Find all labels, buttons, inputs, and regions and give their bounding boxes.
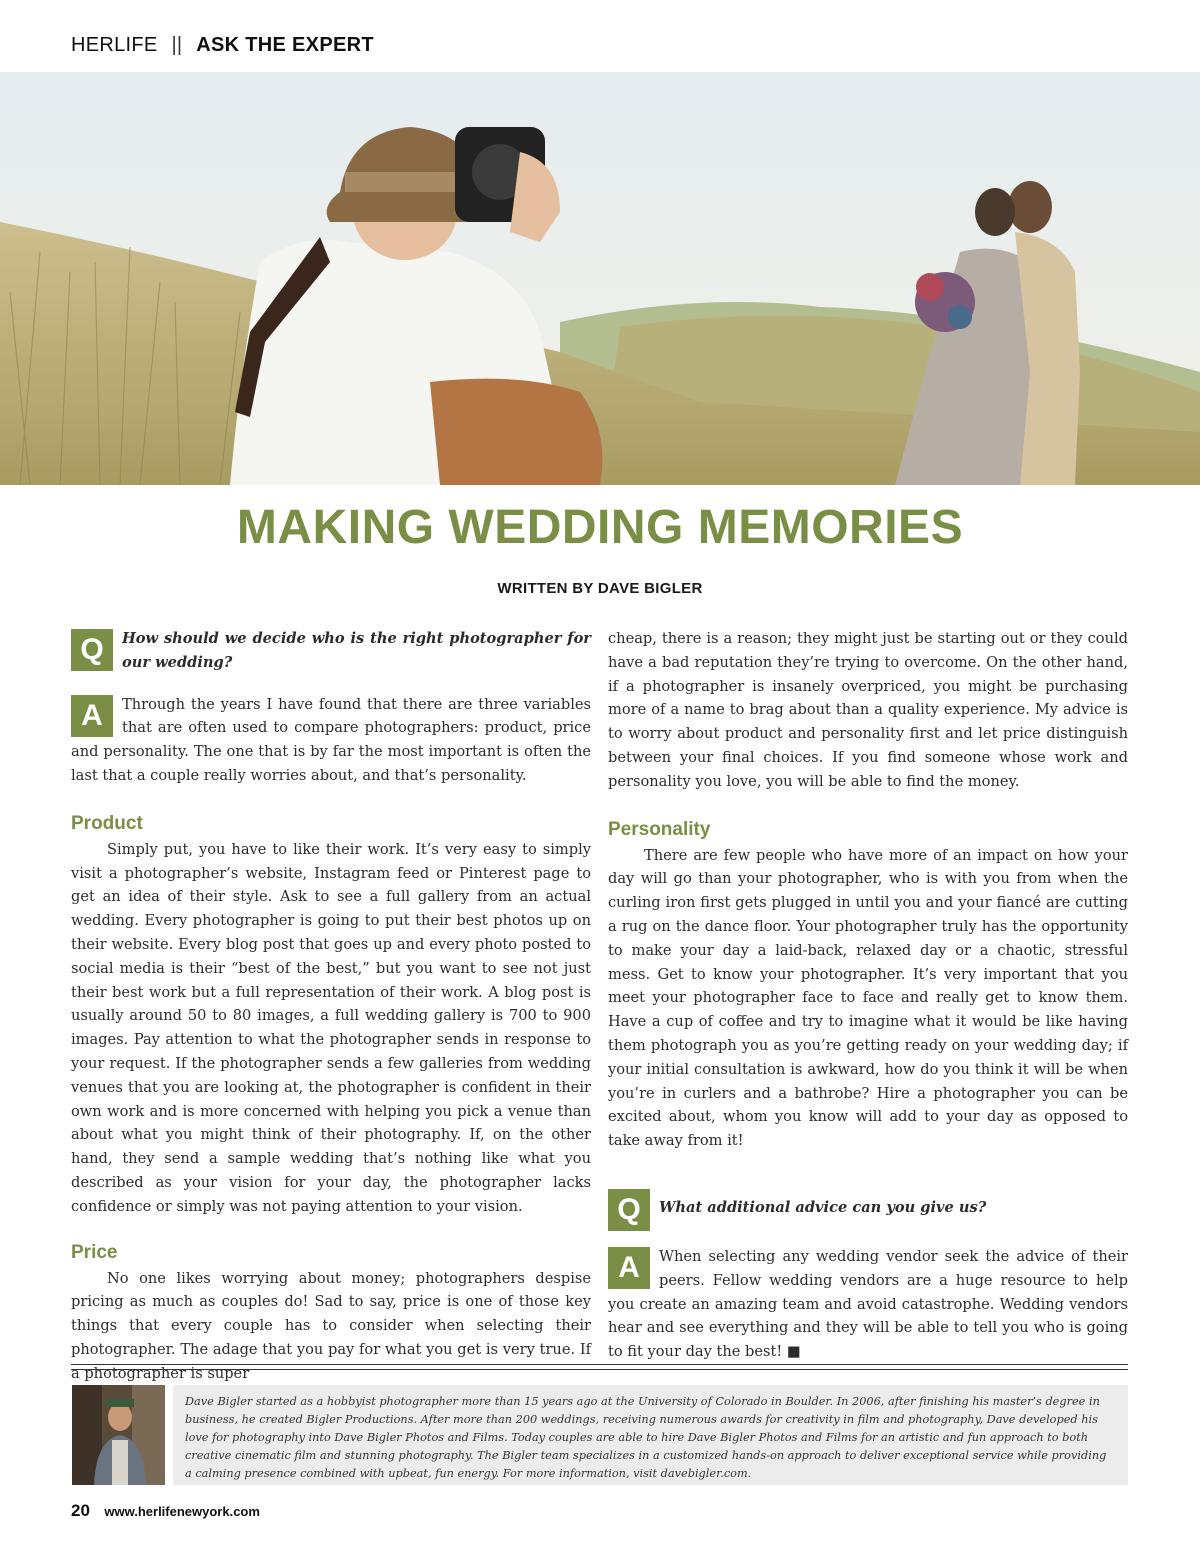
question-2-text: What additional advice can you give us? xyxy=(659,1198,987,1216)
divider-line xyxy=(71,1364,1128,1365)
answer-2-body: When selecting any wedding vendor seek the advice of their peers. Fellow wedding vendors are a huge resource to help you create an amazing team and avoid catastrophe. Wedding vendors hear and see everything and they will be able to tell you who is going to fit your day the best! xyxy=(608,1247,1128,1361)
left-column xyxy=(71,627,591,1386)
price-text-continued: cheap, there is a reason; they might just be starting out or they could have a bad reputation they’re trying to overcome. On the other hand, if a photographer is insanely overpriced, you might be purchasing more of a name to brag about than a quality experience. My advice is to worry about product and personality first and let price distinguish between your final choices. If you find someone whose work and personality you love, you will be able to find the money. xyxy=(608,630,1128,790)
hero-photo xyxy=(0,72,1200,485)
divider-line xyxy=(71,1369,1128,1370)
author-photo-illustration xyxy=(72,1385,165,1485)
question-1 xyxy=(71,627,591,675)
question-badge: Q xyxy=(71,629,113,671)
price-heading: Price xyxy=(71,1241,118,1263)
answer-1-text: Through the years I have found that there are three variables that are often used to compare photographers: product, price and personality. The one that is by far the most important is often the last that a couple really worries about, and that’s personality. xyxy=(71,695,591,784)
author-bio-text: Dave Bigler started as a hobbyist photographer more than 15 years ago at the University of Colorado in Boulder. In 2006, after finishing his master’s degree in business, he created Bigler Productions. After more than 200 weddings, receiving numerous awards for creativity in film and photography, Dave developed his love for photography into Dave Bigler Photos and Films. Today couples are able to hire Dave Bigler Photos and Films for an artistic and fun approach to both creative cinematic film and stunning photography. The Bigler team specializes in a customized hands-on approach to deliver exceptional service while providing a calming presence combined with upbeat, fun energy. For more information, visit davebigler.com. xyxy=(185,1395,1107,1480)
question-badge: Q xyxy=(608,1189,650,1231)
article-byline: WRITTEN BY DAVE BIGLER xyxy=(497,580,703,597)
magazine-brand: HERLIFE xyxy=(71,34,158,56)
personality-heading: Personality xyxy=(608,818,711,840)
page-number: 20 xyxy=(71,1501,90,1520)
author-photo xyxy=(72,1385,165,1485)
answer-1 xyxy=(71,693,591,788)
price-text: No one likes worrying about money; photographers despise pricing as much as couples do! Sad to say, price is one of those key things that every couple has to consider when selecting their photographer. The adage that you pay for what you get is very true. If a photographer is super xyxy=(71,1269,591,1382)
question-2 xyxy=(608,1187,1128,1233)
author-bio xyxy=(173,1385,1128,1485)
end-mark: ■ xyxy=(786,1343,801,1361)
article-title: MAKING WEDDING MEMORIES xyxy=(236,501,964,554)
answer-badge: A xyxy=(71,695,113,737)
product-heading: Product xyxy=(71,812,143,834)
answer-2 xyxy=(608,1245,1128,1364)
header-separator: || xyxy=(171,34,183,56)
section-title: ASK THE EXPERT xyxy=(196,34,374,56)
right-column xyxy=(608,627,1128,1364)
question-1-text: How should we decide who is the right photographer for our wedding? xyxy=(122,630,591,671)
page-footer xyxy=(71,1501,260,1521)
answer-badge: A xyxy=(608,1247,650,1289)
answer-2-text xyxy=(608,1245,1128,1364)
personality-text: There are few people who have more of an impact on how your day will go than your photographer, who is with you from when the curling iron first gets plugged in until you and your fiancé are cutting a rug on the dance floor. Your photographer truly has the opportunity to make your day a laid-back, relaxed day or a chaotic, stressful mess. Get to know your photographer. It’s very important that you meet your photographer face to face and really get to know them. Have a cup of coffee and try to imagine what it would be like having them photograph you as you’re getting ready on your wedding day; if your initial consultation is awkward, how do you think it will be when you’re in curlers and a bathrobe? Hire a photographer you can be excited about, whom you know will add to your day as opposed to take away from it! xyxy=(608,846,1128,1150)
page-header xyxy=(71,34,374,57)
hero-photo-illustration xyxy=(0,72,1200,485)
website-url: www.herlifenewyork.com xyxy=(104,1504,260,1519)
product-text: Simply put, you have to like their work. It’s very easy to simply visit a photographer’s website, Instagram feed or Pinterest page to get an idea of their style. Ask to see a full gallery from an actual wedding. Every photographer is going to put their best photos up on their website. Every blog post that goes up and every photo posted to social media is their “best of the best,” but you want to see not just their best work but a full representation of their work. A blog post is usually around 50 to 80 images, a full wedding gallery is 700 to 900 images. Pay attention to what the photographer sends in response to your request. If the photographer sends a few galleries from wedding venues that you are looking at, the photographer is confident in their own work and is more concerned with helping you pick a venue than about what you might think of their photography. If, on the other hand, they send a sample wedding that’s nothing like what you described as your vision for your day, the photographer lacks confidence or simply was not paying attention to your vision. xyxy=(71,840,591,1215)
